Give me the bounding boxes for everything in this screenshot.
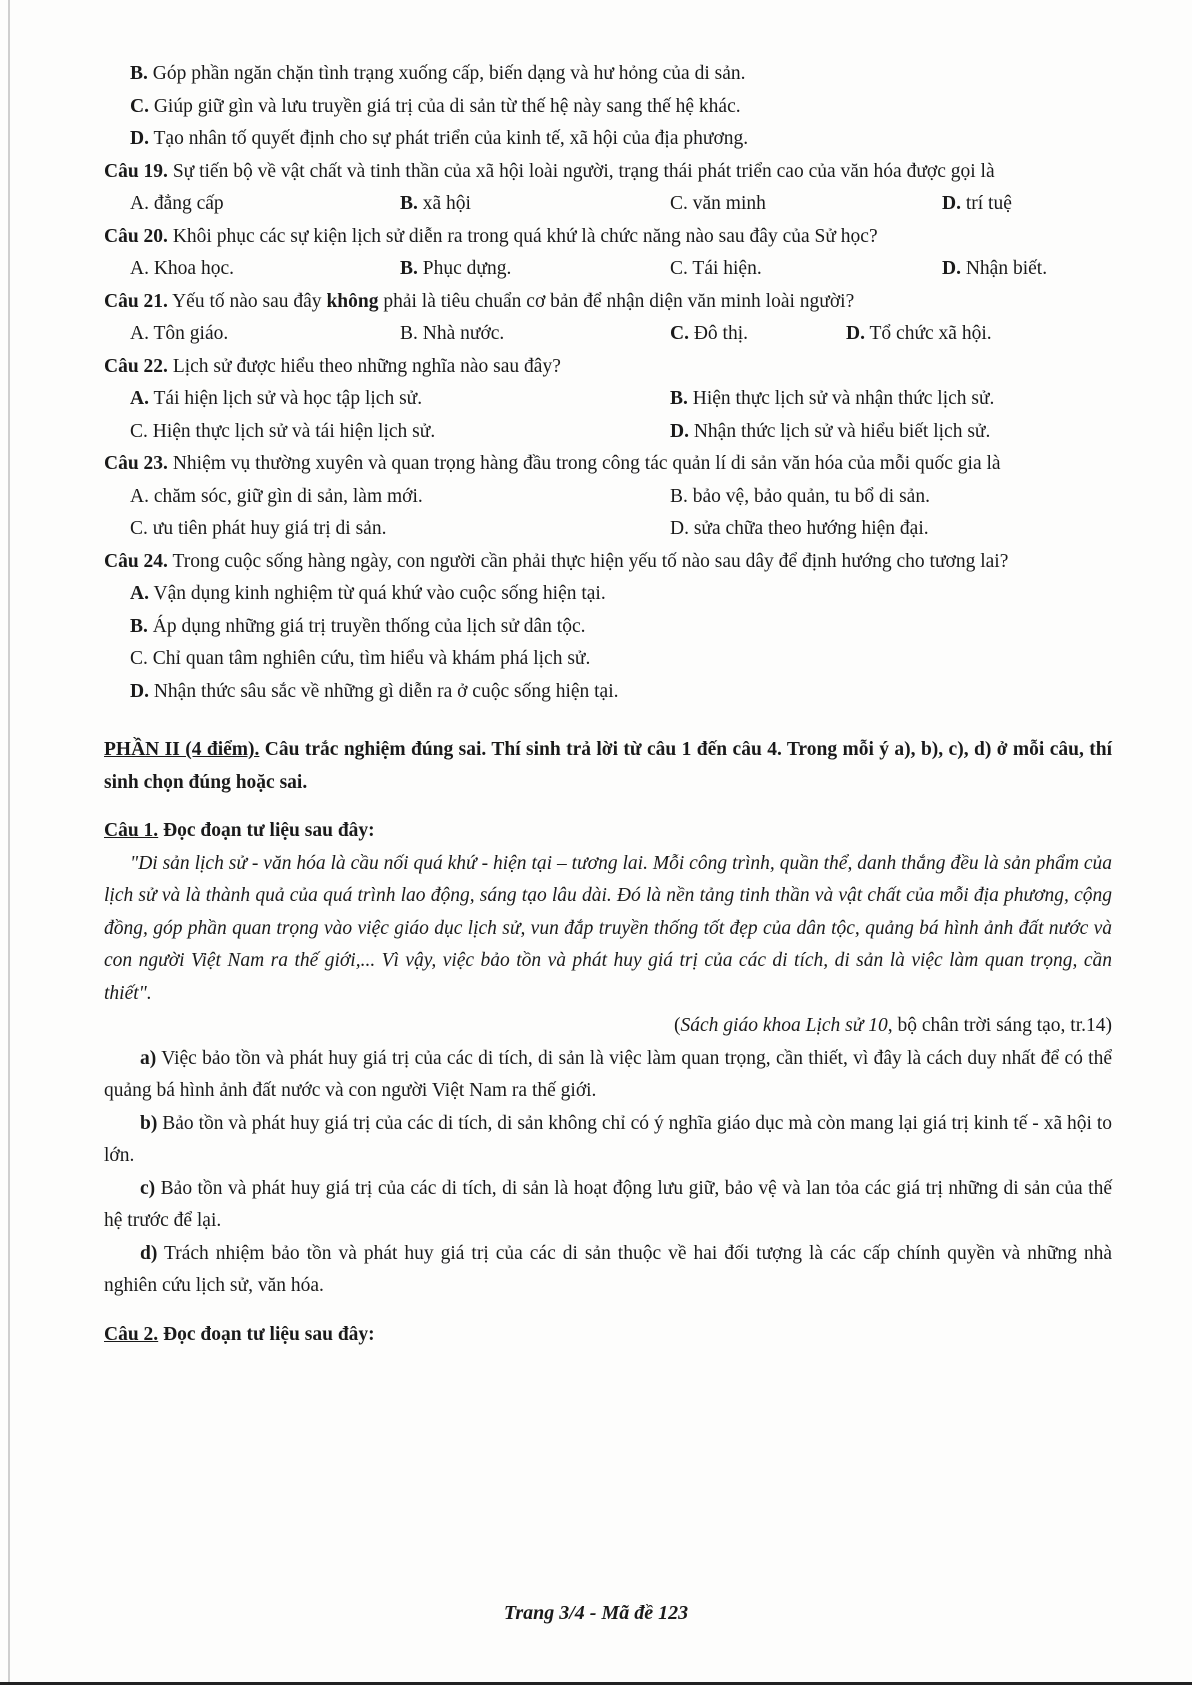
q24-option-a: A. Vận dụng kinh nghiệm từ quá khứ vào cuộc sống hiện tại. bbox=[130, 583, 606, 604]
q21-option-c: C. Đô thị. bbox=[670, 323, 749, 344]
exam-content bbox=[104, 58, 1112, 1351]
part2-heading: PHẦN II (4 điểm). Câu trắc nghiệm đúng sai. Thí sinh trả lời từ câu 1 đến câu 4. Trong mỗi ý a), b), c), d) ở mỗi câu, thí sinh chọn đúng hoặc sai. bbox=[104, 739, 1113, 793]
q19-option-c: C. văn minh bbox=[670, 193, 766, 214]
q24-option-b: B. Áp dụng những giá trị truyền thống của lịch sử dân tộc. bbox=[130, 615, 586, 637]
q22-option-c: C. Hiện thực lịch sử và tái hiện lịch sử. bbox=[130, 420, 436, 442]
p2q1-prompt: Câu 1. Đọc đoạn tư liệu sau đây: bbox=[104, 820, 375, 841]
q21-stem: Câu 21. Yếu tố nào sau đây không phải là tiêu chuẩn cơ bản để nhận diện văn minh loài người? bbox=[104, 290, 855, 312]
p2q1-source: (Sách giáo khoa Lịch sử 10, bộ chân trời sáng tạo, tr.14) bbox=[674, 1015, 1112, 1036]
q23-option-d: D. sửa chữa theo hướng hiện đại. bbox=[670, 518, 929, 539]
q23-options-row2 bbox=[104, 513, 1112, 546]
q24-option-c: C. Chỉ quan tâm nghiên cứu, tìm hiểu và khám phá lịch sử. bbox=[130, 648, 591, 669]
q21-option-a: A. Tôn giáo. bbox=[130, 323, 229, 344]
q18-option-b: B. Góp phần ngăn chặn tình trạng xuống cấp, biến dạng và hư hỏng của di sản. bbox=[130, 63, 746, 84]
q20-option-d: D. Nhận biết. bbox=[942, 258, 1048, 279]
q19-option-a: A. đẳng cấp bbox=[130, 193, 224, 214]
p2q1-statement-a: a) Việc bảo tồn và phát huy giá trị của các di tích, di sản là việc làm quan trọng, cần thiết, vì đây là cách duy nhất để có thể quảng bá hình ảnh đất nước và con người Việt Nam ra thế giới. bbox=[104, 1047, 1112, 1101]
q21-options bbox=[104, 318, 1112, 351]
q22-option-a: A. Tái hiện lịch sử và học tập lịch sử. bbox=[130, 388, 423, 409]
p2q1-statement-c: c) Bảo tồn và phát huy giá trị của các di tích, di sản là hoạt động lưu giữ, bảo vệ và lan tỏa các giá trị những di sản của thế hệ trước để lại. bbox=[104, 1177, 1113, 1231]
q20-stem: Câu 20. Khôi phục các sự kiện lịch sử diễn ra trong quá khứ là chức năng nào sau đây của Sử học? bbox=[104, 225, 878, 247]
q23-options-row1 bbox=[104, 481, 1112, 514]
scan-edge bbox=[8, 0, 10, 1685]
q24-stem: Câu 24. Trong cuộc sống hàng ngày, con người cần phải thực hiện yếu tố nào sau dây để định hướng cho tương lai? bbox=[104, 550, 1009, 572]
p2q1-quote: "Di sản lịch sử - văn hóa là cầu nối quá khứ - hiện tại – tương lai. Mỗi công trình, quần thể, danh thắng đều là sản phẩm của lịch sử và là thành quả của quá trình lao động, sáng tạo lâu dài. Đó là nền tảng tinh thần và vật chất của mỗi địa phương, cộng đồng, góp phần quan trọng vào việc giáo dục lịch sử, vun đắp truyền thống tốt đẹp của dân tộc, quảng bá hình ảnh đất nước và con người Việt Nam ra thế giới,... Vì vậy, việc bảo tồn và phát huy giá trị của các di tích, di sản là việc làm quan trọng, cần thiết". bbox=[104, 852, 1112, 1004]
q23-option-b: B. bảo vệ, bảo quản, tu bổ di sản. bbox=[670, 485, 930, 507]
q20-option-a: A. Khoa học. bbox=[130, 258, 234, 279]
q22-option-b: B. Hiện thực lịch sử và nhận thức lịch sử. bbox=[670, 388, 995, 409]
q23-stem: Câu 23. Nhiệm vụ thường xuyên và quan trọng hàng đầu trong công tác quản lí di sản văn hóa của mỗi quốc gia là bbox=[104, 453, 1001, 474]
p2q2-prompt: Câu 2. Đọc đoạn tư liệu sau đây: bbox=[104, 1323, 375, 1345]
q21-option-b: B. Nhà nước. bbox=[400, 323, 505, 344]
q21-option-d: D. Tổ chức xã hội. bbox=[846, 323, 992, 344]
q23-option-a: A. chăm sóc, giữ gìn di sản, làm mới. bbox=[130, 485, 423, 507]
p2q1-statement-d: d) Trách nhiệm bảo tồn và phát huy giá trị của các di sản thuộc về hai đối tượng là các cấp chính quyền và những nhà nghiên cứu lịch sử, văn hóa. bbox=[104, 1242, 1112, 1296]
q22-options-row2 bbox=[104, 416, 1112, 449]
q19-stem: Câu 19. Sự tiến bộ về vật chất và tinh thần của xã hội loài người, trạng thái phát triển cao của văn hóa được gọi là bbox=[104, 160, 995, 182]
q22-options-row1 bbox=[104, 383, 1112, 416]
q20-option-c: C. Tái hiện. bbox=[670, 258, 762, 279]
q18-option-c: C. Giúp giữ gìn và lưu truyền giá trị của di sản từ thế hệ này sang thế hệ khác. bbox=[130, 95, 741, 117]
q23-option-c: C. ưu tiên phát huy giá trị di sản. bbox=[130, 518, 387, 539]
q19-option-b: B. xã hội bbox=[400, 193, 471, 214]
q19-option-d: D. trí tuệ bbox=[942, 193, 1012, 214]
q24-option-d: D. Nhận thức sâu sắc về những gì diễn ra ở cuộc sống hiện tại. bbox=[130, 680, 619, 702]
p2q1-statement-b: b) Bảo tồn và phát huy giá trị của các di tích, di sản không chỉ có ý nghĩa giáo dục mà còn mang lại giá trị kinh tế - xã hội to lớn. bbox=[104, 1112, 1113, 1166]
q18-option-d: D. Tạo nhân tố quyết định cho sự phát triển của kinh tế, xã hội của địa phương. bbox=[130, 128, 749, 149]
q20-option-b: B. Phục dựng. bbox=[400, 258, 512, 279]
q22-stem: Câu 22. Lịch sử được hiểu theo những nghĩa nào sau đây? bbox=[104, 355, 561, 377]
q22-option-d: D. Nhận thức lịch sử và hiểu biết lịch sử. bbox=[670, 420, 991, 442]
q19-options bbox=[104, 188, 1112, 221]
q20-options bbox=[104, 253, 1112, 286]
page-footer: Trang 3/4 - Mã đề 123 bbox=[503, 1602, 689, 1624]
